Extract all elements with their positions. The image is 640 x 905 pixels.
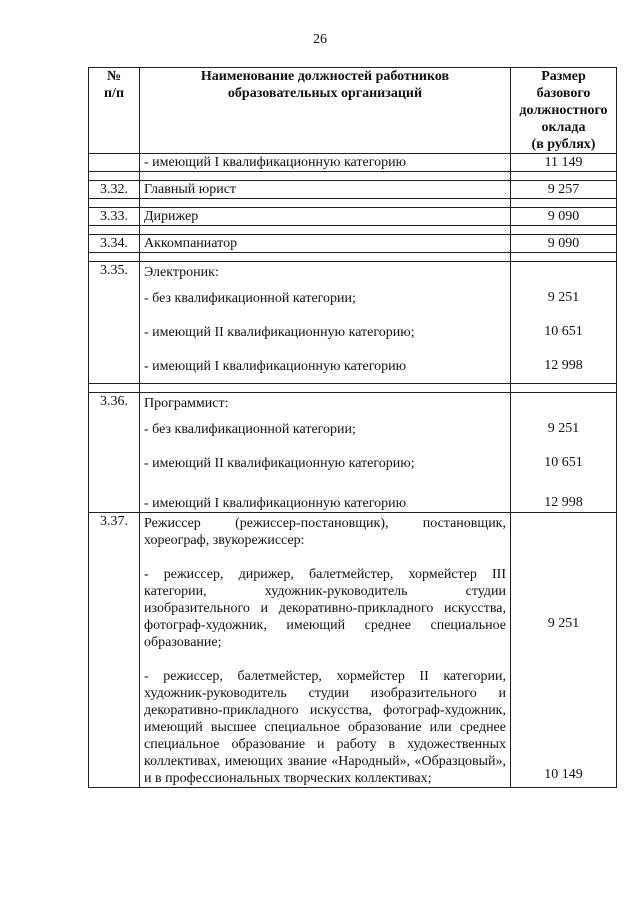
salary-value: 9 257: [511, 181, 617, 199]
row-number: 3.36.: [89, 393, 140, 513]
category-item: - имеющий II квалификационную категорию;: [144, 324, 415, 340]
salary-value: 10 149: [544, 767, 583, 782]
salary-value: 9 251: [547, 420, 580, 436]
header-salary: Размер базового должностного оклада (в рублях): [511, 68, 617, 154]
group-title: Программист:: [144, 396, 229, 411]
row-number: [89, 154, 140, 172]
position-name: [140, 393, 511, 513]
salary-values: [511, 262, 617, 384]
table-row: [89, 208, 617, 226]
row-spacer: [89, 226, 617, 235]
table-row: [89, 262, 617, 384]
position-name: [140, 513, 511, 788]
category-item: - режиссер, дирижер, балетмейстер, хормейстер III категории, художник-руководитель студии изобразительного и декоративно-прикладного искусства, фотограф-художник, имеющий среднее специальное образование;: [144, 567, 506, 650]
position-name: Главный юрист: [140, 181, 511, 199]
row-spacer: [89, 253, 617, 262]
row-spacer: [89, 384, 617, 393]
salary-value: 9 251: [547, 616, 580, 631]
salary-value: 12 998: [544, 357, 583, 373]
salary-value: 10 651: [544, 323, 583, 339]
category-item: - имеющий I квалификационную категорию: [144, 358, 407, 374]
salary-value: 9 251: [547, 289, 580, 305]
group-title: Режиссер (режиссер-постановщик), постановщик, хореограф, звукорежиссер:: [144, 516, 506, 548]
row-number: 3.35.: [89, 262, 140, 384]
table-row: [89, 513, 617, 788]
header-number: № п/п: [89, 68, 140, 154]
row-number: 3.34.: [89, 235, 140, 253]
row-spacer: [89, 172, 617, 181]
table-header-row: [89, 68, 617, 154]
category-item: - без квалификационной категории;: [144, 421, 356, 437]
table-row: [89, 154, 617, 172]
salary-values: [511, 393, 617, 513]
row-number: 3.33.: [89, 208, 140, 226]
page-number: 26: [313, 32, 327, 47]
salary-value: 11 149: [511, 154, 617, 172]
row-number: 3.32.: [89, 181, 140, 199]
salary-value: 12 998: [544, 495, 583, 510]
position-name: - имеющий I квалификационную категорию: [140, 154, 511, 172]
table-row: [89, 235, 617, 253]
salary-value: 9 090: [511, 208, 617, 226]
salary-table: [88, 67, 617, 788]
salary-values: [511, 513, 617, 788]
category-item: - режиссер, балетмейстер, хормейстер II категории, художник-руководитель студии изобразительного и декоративно-прикладного искусства, фотограф-художник, имеющий высшее специальное образование или среднее специальное образование и работу в художественных коллективах, имеющих звание «Народный», «Образцовый», и в профессиональных творческих коллективах;: [144, 669, 506, 786]
salary-value: 10 651: [544, 454, 583, 470]
row-spacer: [89, 199, 617, 208]
category-item: - без квалификационной категории;: [144, 290, 356, 306]
table-row: [89, 393, 617, 513]
group-title: Электроник:: [144, 265, 219, 280]
position-name: Аккомпаниатор: [140, 235, 511, 253]
table-row: [89, 181, 617, 199]
position-name: [140, 262, 511, 384]
category-item: - имеющий I квалификационную категорию: [144, 496, 407, 511]
salary-value: 9 090: [511, 235, 617, 253]
row-number: 3.37.: [89, 513, 140, 788]
category-item: - имеющий II квалификационную категорию;: [144, 455, 415, 471]
position-name: Дирижер: [140, 208, 511, 226]
header-position-name: Наименование должностей работников образовательных организаций: [140, 68, 511, 154]
